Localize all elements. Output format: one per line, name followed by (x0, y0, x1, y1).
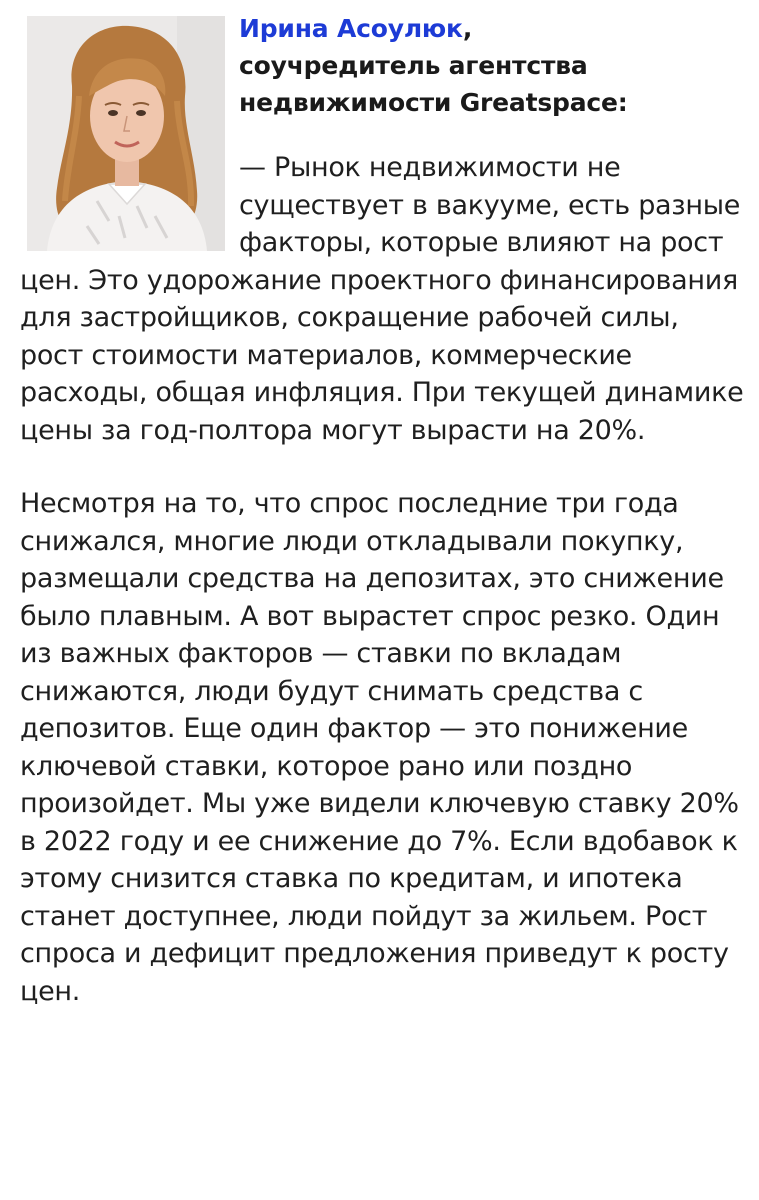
quote-paragraph-2: Несмотря на то, что спрос последние три года снижался, многие люди откладывали покупку, размещали средства на депозитах, это снижение было плавным. А вот вырастет спрос резко. Один из важных факторов — ставки по вкладам снижаются, люди будут снимать средства с депозитов. Еще один фактор — это понижение ключевой ставки, которое рано или поздно произойдет. Мы уже видели ключевую ставку 20% в 2022 году и ее снижение до 7%. Если вдобавок к этому снизится ставка по кредитам, и ипотека станет доступнее, люди пойдут за жильем. Рост спроса и дефицит предложения приведут к росту цен. (20, 488, 739, 1007)
speaker-photo-illustration (27, 16, 225, 251)
quote-paragraph-1: — Рынок недвижимости не существует в вакууме, есть разные факторы, которые влияют на рост цен. Это удорожание проектного финансирования для застройщиков, сокращение рабочей силы, рост стоимости материалов, коммерческие расходы, общая инфляция. При текущей динамике цены за год-полтора могут вырасти на 20%. (20, 152, 744, 446)
speaker-role: соучредитель агентства недвижимости Greatspace: (239, 51, 628, 117)
speaker-name-separator: , (462, 14, 473, 43)
speaker-photo (27, 16, 225, 251)
article (20, 0, 745, 1010)
speaker-name: Ирина Асоулюк (239, 14, 463, 43)
